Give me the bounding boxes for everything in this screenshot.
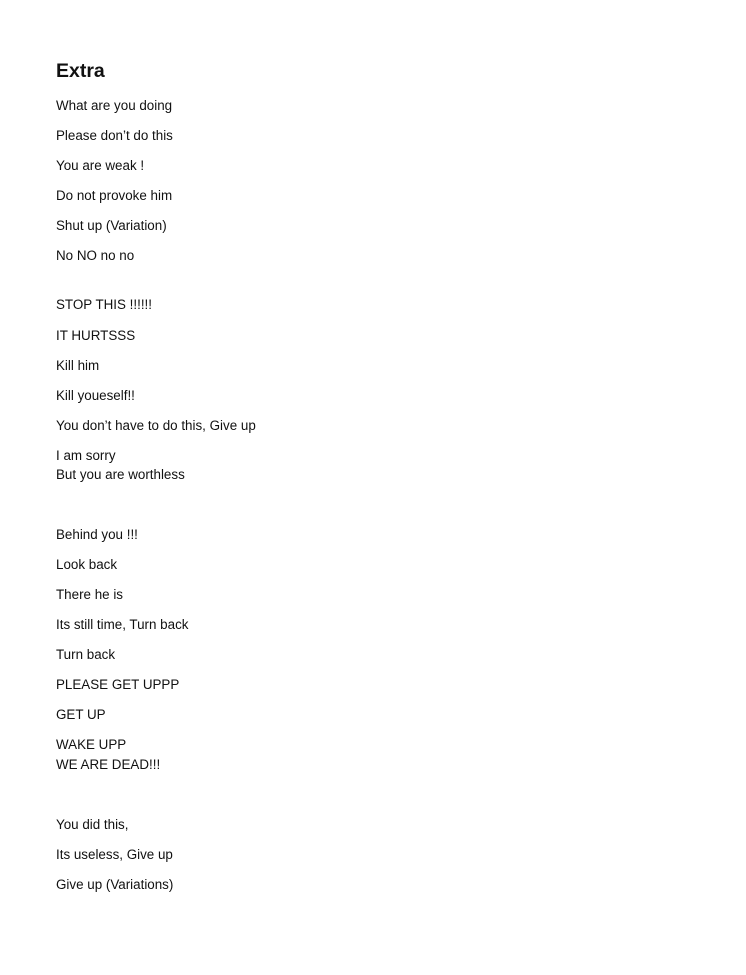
text-line: STOP THIS !!!!!! (56, 297, 152, 312)
text-line: There he is (56, 587, 123, 602)
text-line: Shut up (Variation) (56, 218, 167, 233)
text-line: PLEASE GET UPPP (56, 677, 180, 692)
text-line: WE ARE DEAD!!! (56, 757, 161, 772)
text-line: No NO no no (56, 248, 135, 263)
document-title: Extra (56, 60, 105, 82)
text-line: Please don’t do this (56, 128, 173, 143)
text-line: You don’t have to do this, Give up (56, 418, 256, 433)
text-line: You are weak ! (56, 158, 145, 173)
text-line: Kill him (56, 358, 100, 373)
text-line: I am sorry (56, 448, 116, 463)
text-line: Its useless, Give up (56, 847, 173, 862)
text-line: What are you doing (56, 98, 173, 113)
text-line: Look back (56, 557, 118, 572)
text-line: Give up (Variations) (56, 877, 174, 892)
text-line: Behind you !!! (56, 527, 138, 542)
text-line: Kill youeself!! (56, 388, 135, 403)
text-line: You did this, (56, 817, 129, 832)
text-line: But you are worthless (56, 467, 185, 482)
text-line: IT HURTSSS (56, 328, 136, 343)
text-line: Do not provoke him (56, 188, 173, 203)
text-line: GET UP (56, 707, 106, 722)
text-line: Its still time, Turn back (56, 617, 189, 632)
text-line: Turn back (56, 647, 116, 662)
text-line: WAKE UPP (56, 737, 127, 752)
